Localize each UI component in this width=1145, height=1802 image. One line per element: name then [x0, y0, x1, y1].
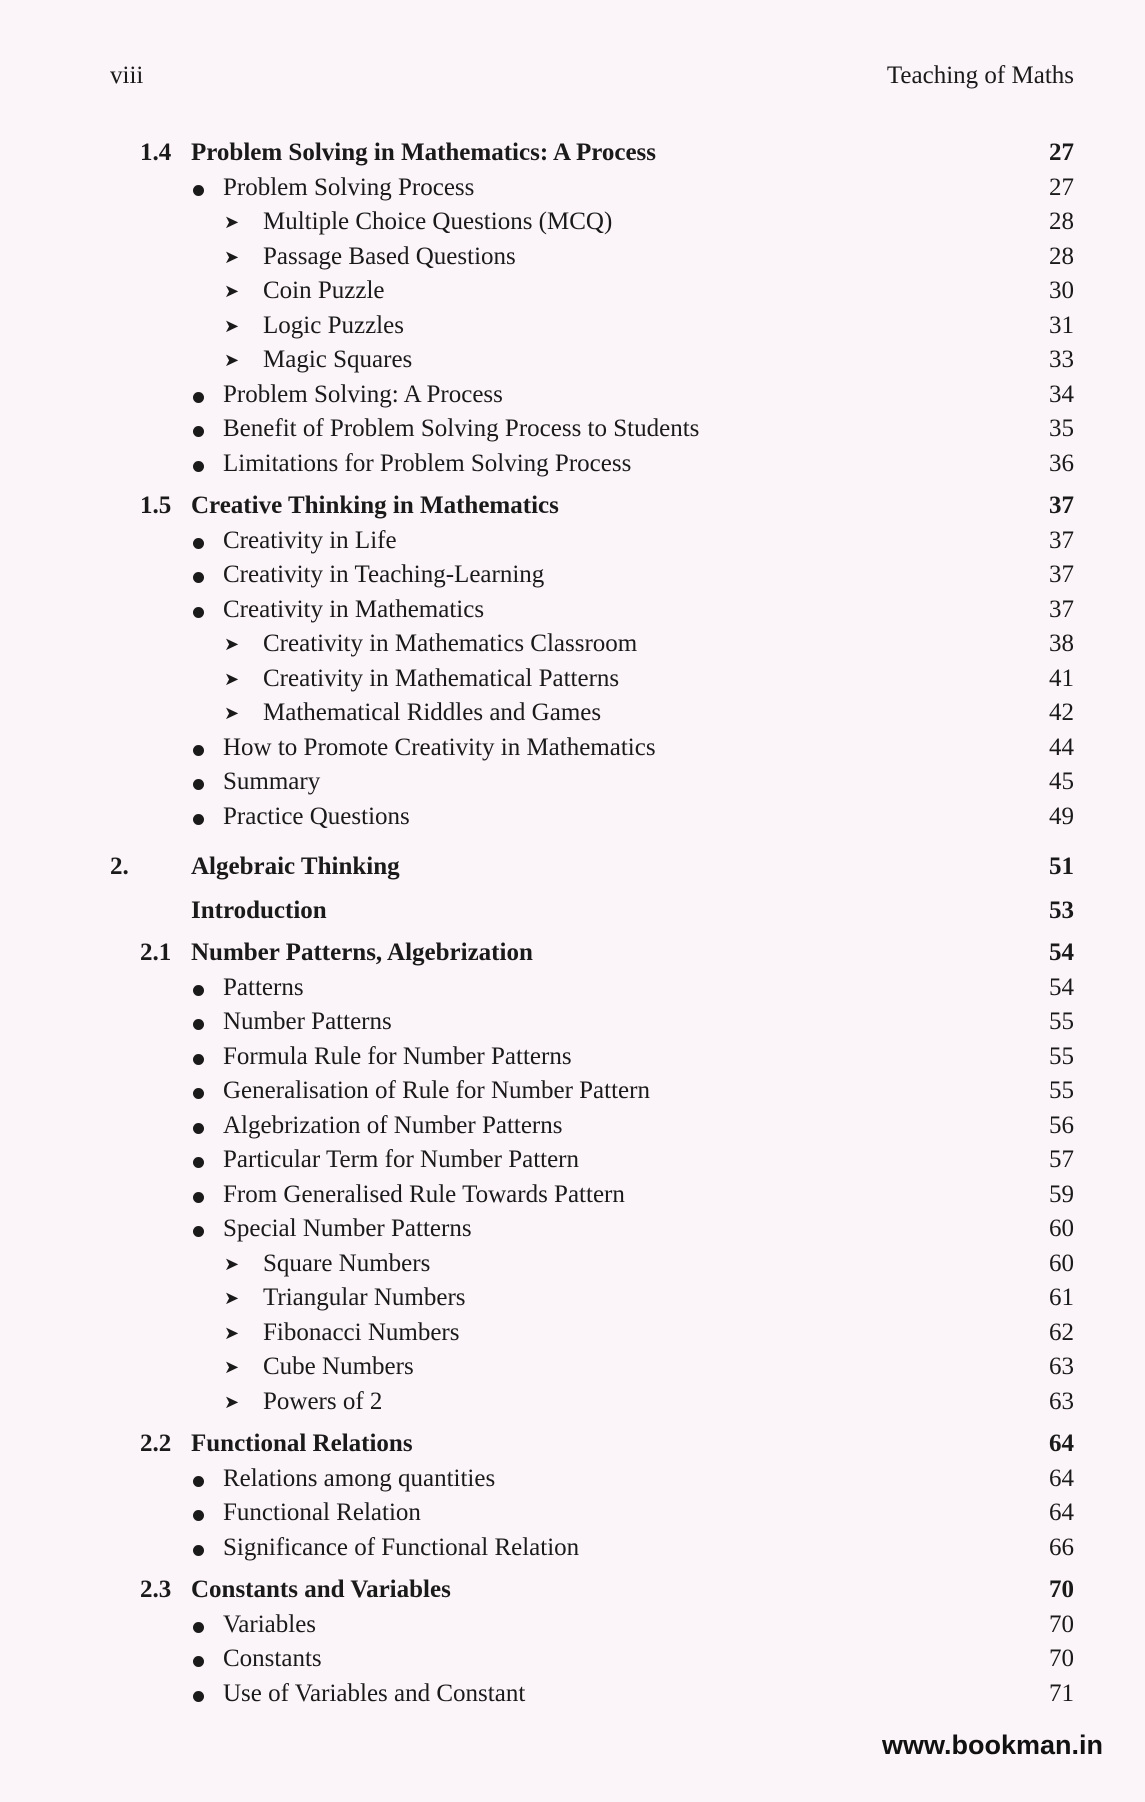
toc-entry-bullet [0, 1642, 1145, 1677]
toc-entry-bullet [0, 1109, 1145, 1144]
entry-page-number: 36 [1049, 449, 1074, 477]
toc-entry-sec [0, 1573, 1145, 1608]
toc-entry-bullet [0, 1143, 1145, 1178]
toc-entry-sub [0, 1385, 1145, 1420]
toc-entry-bullet [0, 765, 1145, 800]
toc-entry-sub [0, 1281, 1145, 1316]
entry-title: Magic Squares [263, 346, 413, 373]
entry-page-number: 70 [1049, 1576, 1074, 1603]
entry-title: Logic Puzzles [263, 311, 404, 339]
running-header-title: Teaching of Maths [886, 62, 1074, 89]
entry-title: Creativity in Mathematics Classroom [263, 630, 638, 657]
toc-entry-bullet [0, 971, 1145, 1006]
entry-page-number: 28 [1049, 208, 1074, 235]
arrowhead-icon: ➤ [224, 1253, 240, 1274]
entry-page-number: 30 [1049, 277, 1074, 304]
toc-entry-chap [0, 850, 1145, 885]
section-number: 2.1 [140, 939, 172, 966]
toc-entry-bullet [0, 1608, 1145, 1643]
bullet-icon [193, 745, 204, 756]
entry-page-number: 27 [1049, 139, 1074, 166]
section-number: 2. [110, 853, 129, 880]
entry-title: Algebrization of Number Patterns [223, 1111, 563, 1139]
toc-entry-sub [0, 1350, 1145, 1385]
entry-page-number: 63 [1049, 1387, 1074, 1415]
toc-entry-sec [0, 489, 1145, 524]
toc-entry-bullet [0, 593, 1145, 628]
entry-page-number: 56 [1049, 1111, 1074, 1139]
arrowhead-icon: ➤ [224, 1288, 240, 1308]
entry-title: Summary [223, 768, 321, 795]
entry-page-number: 54 [1049, 939, 1074, 966]
entry-title: Creative Thinking in Mathematics [191, 492, 559, 519]
toc-entry-sub [0, 627, 1145, 662]
entry-title: Powers of 2 [263, 1387, 383, 1415]
entry-title: Introduction [191, 896, 327, 924]
bullet-icon [193, 392, 204, 403]
entry-title: Generalisation of Rule for Number Pattern [223, 1077, 650, 1104]
entry-page-number: 59 [1049, 1180, 1074, 1208]
entry-title: Fibonacci Numbers [263, 1318, 460, 1346]
entry-page-number: 41 [1049, 664, 1074, 692]
toc-entry-sub [0, 696, 1145, 731]
entry-title: From Generalised Rule Towards Pattern [223, 1180, 625, 1208]
entry-title: Triangular Numbers [263, 1284, 466, 1311]
entry-title: Creativity in Mathematics [223, 595, 485, 623]
bullet-icon [193, 1656, 204, 1667]
toc-entry-intro [0, 894, 1145, 929]
entry-title: Special Number Patterns [223, 1215, 472, 1242]
entry-page-number: 55 [1049, 1008, 1074, 1035]
entry-title: Algebraic Thinking [191, 853, 400, 880]
toc-entry-bullet [0, 800, 1145, 835]
entry-title: Constants and Variables [191, 1576, 451, 1603]
toc-entry-sub [0, 1247, 1145, 1282]
entry-title: Creativity in Mathematical Patterns [263, 664, 620, 692]
bullet-icon [193, 461, 204, 472]
entry-title: Problem Solving Process [223, 173, 475, 201]
bullet-icon [193, 779, 204, 790]
entry-page-number: 33 [1049, 346, 1074, 373]
entry-page-number: 31 [1049, 311, 1074, 339]
arrowhead-icon: ➤ [224, 634, 240, 654]
arrowhead-icon: ➤ [224, 315, 240, 336]
toc-entry-sub [0, 240, 1145, 275]
entry-title: Multiple Choice Questions (MCQ) [263, 208, 613, 235]
toc-entry-bullet [0, 1005, 1145, 1040]
arrowhead-icon: ➤ [224, 1322, 240, 1343]
entry-title: Creativity in Teaching-Learning [223, 561, 545, 588]
entry-title: Particular Term for Number Pattern [223, 1146, 580, 1173]
toc-entry-sub [0, 1316, 1145, 1351]
entry-page-number: 61 [1049, 1284, 1074, 1311]
entry-title: How to Promote Creativity in Mathematics [223, 733, 656, 761]
entry-page-number: 27 [1049, 173, 1074, 201]
bullet-icon [193, 426, 204, 437]
entry-page-number: 44 [1049, 733, 1074, 761]
entry-title: Constants [223, 1645, 322, 1672]
section-number: 1.4 [140, 139, 172, 166]
entry-page-number: 53 [1049, 896, 1074, 924]
bullet-icon [193, 1476, 204, 1487]
entry-title: Patterns [223, 973, 304, 1001]
entry-page-number: 37 [1049, 492, 1074, 519]
toc-entry-bullet [0, 558, 1145, 593]
toc-entry-bullet [0, 731, 1145, 766]
toc-entry-bullet [0, 378, 1145, 413]
toc-entry-sub [0, 309, 1145, 344]
entry-page-number: 38 [1049, 630, 1074, 657]
bullet-icon [193, 1510, 204, 1521]
toc-entry-bullet [0, 1531, 1145, 1566]
entry-title: Significance of Functional Relation [223, 1533, 580, 1561]
entry-title: Functional Relations [191, 1430, 413, 1457]
entry-page-number: 34 [1049, 380, 1074, 408]
entry-page-number: 70 [1049, 1645, 1074, 1672]
arrowhead-icon: ➤ [224, 703, 240, 723]
bullet-icon [193, 1157, 204, 1168]
entry-title: Creativity in Life [223, 526, 397, 554]
entry-page-number: 63 [1049, 1353, 1074, 1380]
toc-entry-bullet [0, 1677, 1145, 1712]
entry-page-number: 28 [1049, 242, 1074, 270]
bullet-icon [193, 607, 204, 618]
entry-title: Variables [223, 1610, 317, 1638]
bullet-icon [193, 1054, 204, 1065]
page-number: viii [110, 62, 144, 89]
toc-entry-sec [0, 136, 1145, 171]
arrowhead-icon: ➤ [224, 246, 240, 267]
entry-page-number: 70 [1049, 1610, 1074, 1638]
table-of-contents [0, 128, 1145, 1711]
entry-title: Limitations for Problem Solving Process [223, 449, 632, 477]
entry-title: Practice Questions [223, 802, 410, 830]
entry-title: Passage Based Questions [263, 242, 516, 270]
entry-title: Mathematical Riddles and Games [263, 699, 602, 726]
section-number: 2.2 [140, 1430, 172, 1457]
toc-entry-sub [0, 205, 1145, 240]
arrowhead-icon: ➤ [224, 668, 240, 689]
arrowhead-icon: ➤ [224, 1391, 240, 1412]
toc-entry-bullet [0, 1212, 1145, 1247]
entry-title: Benefit of Problem Solving Process to Students [223, 415, 700, 442]
toc-entry-sub [0, 343, 1145, 378]
bullet-icon [193, 185, 204, 196]
entry-title: Coin Puzzle [263, 277, 385, 304]
entry-page-number: 60 [1049, 1215, 1074, 1242]
entry-page-number: 54 [1049, 973, 1074, 1001]
entry-page-number: 37 [1049, 595, 1074, 623]
entry-title: Functional Relation [223, 1499, 421, 1526]
entry-page-number: 37 [1049, 526, 1074, 554]
entry-title: Problem Solving in Mathematics: A Process [191, 139, 657, 166]
bullet-icon [193, 1622, 204, 1633]
toc-entry-bullet [0, 171, 1145, 206]
entry-title: Cube Numbers [263, 1353, 414, 1380]
bullet-icon [193, 538, 204, 549]
entry-title: Number Patterns, Algebrization [191, 939, 533, 966]
website-watermark: www.bookman.in [881, 1730, 1103, 1760]
toc-entry-bullet [0, 1074, 1145, 1109]
toc-entry-sub [0, 274, 1145, 309]
entry-page-number: 60 [1049, 1249, 1074, 1277]
bullet-icon [193, 1226, 204, 1237]
toc-entry-bullet [0, 1496, 1145, 1531]
entry-page-number: 45 [1049, 768, 1074, 795]
entry-page-number: 55 [1049, 1077, 1074, 1104]
entry-page-number: 49 [1049, 802, 1074, 830]
bullet-icon [193, 814, 204, 825]
entry-page-number: 55 [1049, 1042, 1074, 1070]
entry-page-number: 42 [1049, 699, 1074, 726]
bullet-icon [193, 1192, 204, 1203]
toc-entry-bullet [0, 447, 1145, 482]
toc-entry-sec [0, 936, 1145, 971]
arrowhead-icon: ➤ [224, 1357, 240, 1377]
arrowhead-icon: ➤ [224, 212, 240, 232]
bullet-icon [193, 1088, 204, 1099]
bullet-icon [193, 1545, 204, 1556]
entry-page-number: 64 [1049, 1499, 1074, 1526]
toc-entry-bullet [0, 1178, 1145, 1213]
entry-page-number: 51 [1049, 853, 1074, 880]
toc-entry-bullet [0, 1040, 1145, 1075]
bullet-icon [193, 1019, 204, 1030]
entry-page-number: 57 [1049, 1146, 1074, 1173]
entry-page-number: 62 [1049, 1318, 1074, 1346]
bullet-icon [193, 985, 204, 996]
entry-title: Number Patterns [223, 1008, 392, 1035]
toc-entry-sub [0, 662, 1145, 697]
entry-page-number: 35 [1049, 415, 1074, 442]
entry-title: Square Numbers [263, 1249, 431, 1277]
section-number: 2.3 [140, 1576, 172, 1603]
bullet-icon [193, 572, 204, 583]
entry-title: Formula Rule for Number Patterns [223, 1042, 572, 1070]
entry-page-number: 64 [1049, 1464, 1074, 1492]
bullet-icon [193, 1691, 204, 1702]
toc-entry-bullet [0, 524, 1145, 559]
toc-entry-sec [0, 1427, 1145, 1462]
entry-page-number: 64 [1049, 1430, 1074, 1457]
section-number: 1.5 [140, 492, 172, 519]
arrowhead-icon: ➤ [224, 350, 240, 370]
toc-entry-bullet [0, 1462, 1145, 1497]
entry-page-number: 37 [1049, 561, 1074, 588]
entry-page-number: 66 [1049, 1533, 1074, 1561]
entry-title: Use of Variables and Constant [223, 1679, 526, 1707]
entry-title: Problem Solving: A Process [223, 380, 503, 408]
bullet-icon [193, 1123, 204, 1134]
entry-page-number: 71 [1049, 1679, 1074, 1707]
entry-title: Relations among quantities [223, 1464, 496, 1492]
toc-entry-bullet [0, 412, 1145, 447]
arrowhead-icon: ➤ [224, 281, 240, 301]
